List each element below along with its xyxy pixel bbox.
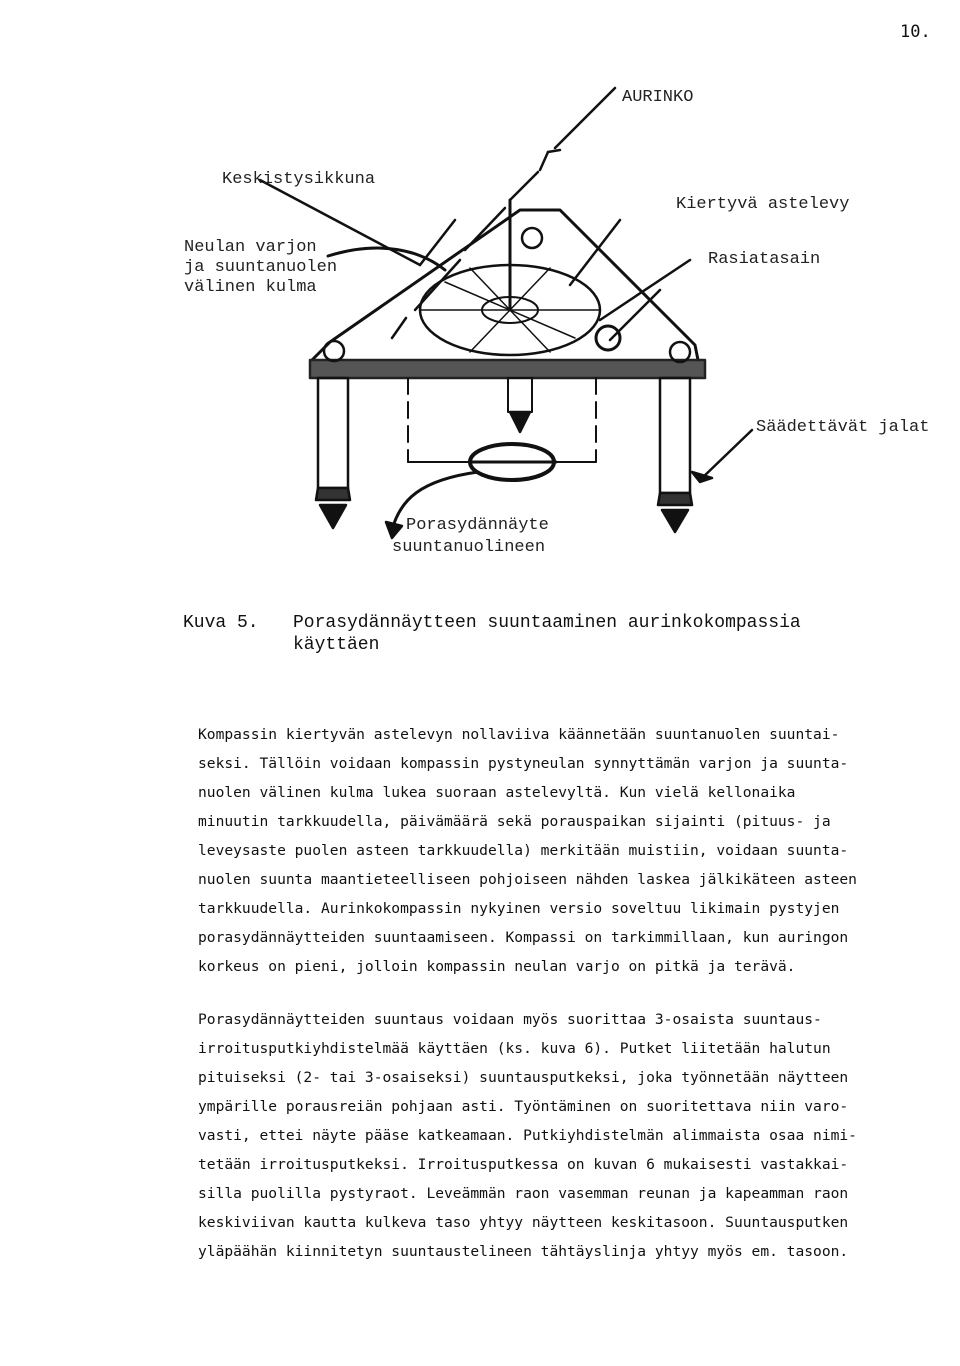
label-angle-1: Neulan varjon [184,238,317,257]
text-line: Kompassin kiertyvän astelevyn nollaviiva käännetään suuntanuolen suuntai- [198,726,840,743]
label-angle-3: välinen kulma [184,278,317,297]
text-line: tetään irroitusputkeksi. Irroitusputkessa on kuvan 6 mukaisesti vastakkai- [198,1156,849,1173]
label-core-sample-2: suuntanuolineen [392,538,546,557]
label-angle-2: ja suuntanuolen [184,258,338,277]
label-core-sample-1: Porasydännäyte [406,516,549,535]
text-line: irroitusputkiyhdistelmää käyttäen (ks. kuva 6). Putket liitetään halutun [198,1040,831,1057]
text-line: yläpäähän kiinnitetyn suuntaustelineen tähtäyslinja yhtyy myös em. tasoon. [198,1243,849,1260]
text-line: pituiseksi (2- tai 3-osaiseksi) suuntausputkeksi, joka työnnetään näytteen [198,1069,849,1086]
caption-text [293,612,893,656]
text-line: korkeus on pieni, jolloin kompassin neulan varjo on pitkä ja terävä. [198,958,796,975]
caption-number: Kuva 5. [183,613,259,633]
text-line: silla puolilla pystyraot. Leveämmän raon vasemman reunan ja kapeamman raon [198,1185,849,1202]
paragraph-2 [198,1005,944,1266]
text-line: vasti, ettei näyte pääse katkeamaan. Putkiyhdistelmän alimmaista osaa nimi- [198,1127,857,1144]
label-sun: AURINKO [622,88,694,107]
caption-line: käyttäen [293,635,380,655]
text-line: ympärille porausreiän pohjaan asti. Työntäminen on suoritettava niin varo- [198,1098,849,1115]
text-line: porasydännäytteiden suuntaamiseen. Kompassi on tarkimmillaan, kun auringon [198,929,849,946]
text-line: leveysaste puolen asteen tarkkuudella) merkitään muistiin, voidaan suunta- [198,842,849,859]
caption-line: Porasydännäytteen suuntaaminen aurinkokompassia [293,613,801,633]
paragraph-1 [198,720,944,981]
text-line: nuolen välinen kulma lukea suoraan astelevyltä. Kun vielä kellonaika [198,784,796,801]
label-spirit-level: Rasiatasain [708,250,821,269]
sun-compass-figure [0,60,960,600]
text-line: seksi. Tällöin voidaan kompassin pystyneulan synnyttämän varjon ja suunta- [198,755,849,772]
page-number: 10. [900,22,931,42]
text-line: Porasydännäytteiden suuntaus voidaan myös suorittaa 3-osaista suuntaus- [198,1011,822,1028]
label-adjustable-legs: Säädettävät jalat [756,418,930,437]
label-centering-window: Keskistysikkuna [222,170,376,189]
text-line: tarkkuudella. Aurinkokompassin nykyinen versio soveltuu likimain pystyjen [198,900,840,917]
text-line: keskiviivan kautta kulkeva taso yhtyy näytteen keskitasoon. Suuntausputken [198,1214,849,1231]
text-line: minuutin tarkkuudella, päivämäärä sekä porauspaikan sijainti (pituus- ja [198,813,831,830]
text-line: nuolen suunta maantieteelliseen pohjoiseen nähden laskea jälkikäteen asteen [198,871,857,888]
label-rotating-disc: Kiertyvä astelevy [676,195,850,214]
